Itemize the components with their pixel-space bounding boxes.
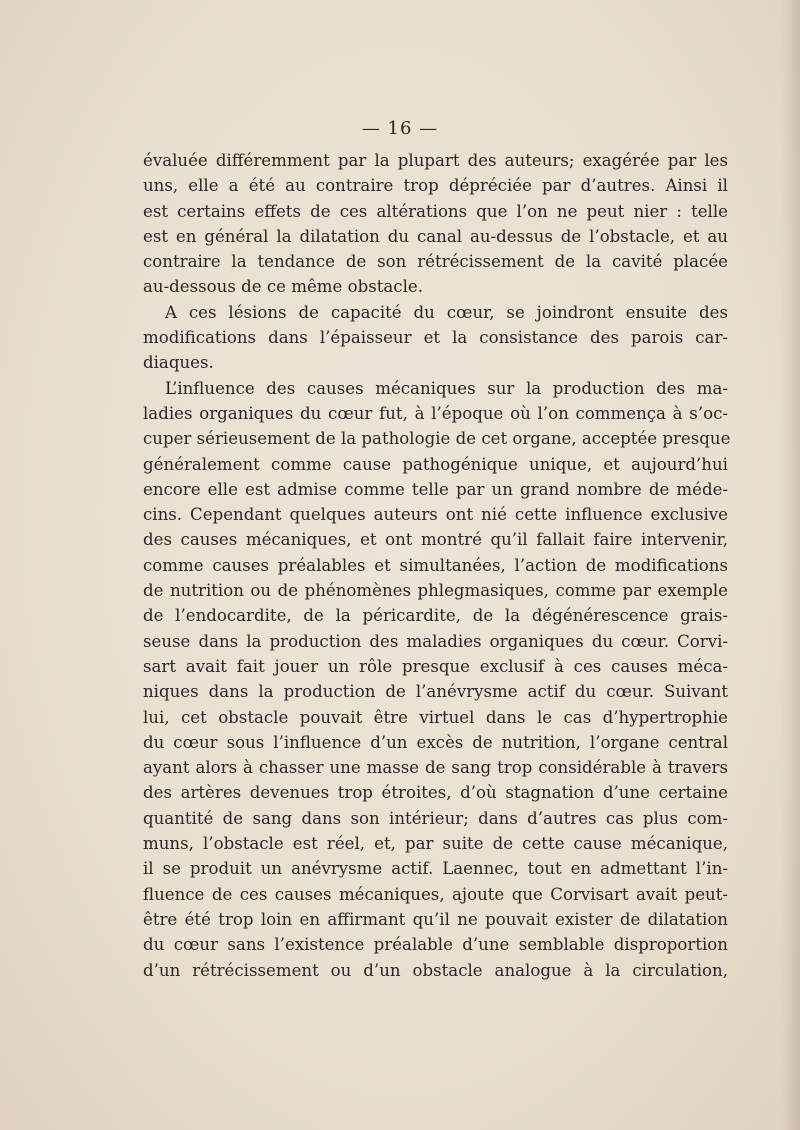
text-line: au-dessous de ce même obstacle. xyxy=(143,277,424,297)
text-line: muns, l’obstacle est réel, et, par suite de cette cause mécanique, xyxy=(143,834,728,854)
text-line: diaques. xyxy=(143,353,214,373)
text-line: est certains effets de ces altérations que l’on ne peut nier : telle xyxy=(143,201,728,221)
text-line: fluence de ces causes mécaniques, ajoute que Corvisart avait peut- xyxy=(143,884,728,904)
text-line: lui, cet obstacle pouvait être virtuel dans le cas d’hypertrophie xyxy=(143,707,728,727)
text-line: d’un rétrécissement ou d’un obstacle analogue à la circulation, xyxy=(143,960,728,980)
text-line: ayant alors à chasser une masse de sang trop considérable à travers xyxy=(143,758,728,778)
page-edge-shadow xyxy=(782,0,800,1130)
text-line: est en général la dilatation du canal au-dessus de l’obstacle, et au xyxy=(143,226,728,246)
text-line: cins. Cependant quelques auteurs ont nié cette influence exclusive xyxy=(143,505,728,525)
text-line: L’influence des causes mécaniques sur la production des ma- xyxy=(165,378,728,398)
text-line: A ces lésions de capacité du cœur, se joindront ensuite des xyxy=(165,302,728,322)
page-number: — 16 — xyxy=(361,118,439,139)
text-line: du cœur sans l’existence préalable d’une semblable disproportion xyxy=(143,935,728,955)
text-line: cuper sérieusement de la pathologie de cet organe, acceptée presque xyxy=(143,429,731,449)
text-line: généralement comme cause pathogénique unique, et aujourd’hui xyxy=(143,454,728,474)
text-line: sart avait fait jouer un rôle presque exclusif à ces causes méca- xyxy=(143,656,728,676)
text-line: de l’endocardite, de la péricardite, de la dégénérescence grais- xyxy=(143,606,728,626)
text-line: encore elle est admise comme telle par un grand nombre de méde- xyxy=(143,479,728,499)
text-line: comme causes préalables et simultanées, l’action de modifications xyxy=(143,555,728,575)
text-line: être été trop loin en affirmant qu’il ne pouvait exister de dilatation xyxy=(143,909,728,929)
text-line: uns, elle a été au contraire trop dépréciée par d’autres. Ainsi il xyxy=(143,176,728,196)
text-line: modifications dans l’épaisseur et la consistance des parois car- xyxy=(143,328,728,348)
text-line: il se produit un anévrysme actif. Laennec, tout en admettant l’in- xyxy=(143,859,728,879)
text-line: niques dans la production de l’anévrysme actif du cœur. Suivant xyxy=(143,682,728,702)
text-line: contraire la tendance de son rétrécissement de la cavité placée xyxy=(143,252,728,272)
text-line: des causes mécaniques, et ont montré qu’il fallait faire intervenir, xyxy=(143,530,728,550)
text-line: évaluée différemment par la plupart des auteurs; exagérée par les xyxy=(143,151,728,170)
body-text xyxy=(143,148,731,983)
text-line: quantité de sang dans son intérieur; dans d’autres cas plus com- xyxy=(143,808,728,828)
text-line: ladies organiques du cœur fut, à l’époque où l’on commença à s’oc- xyxy=(143,403,728,423)
text-line: du cœur sous l’influence d’un excès de nutrition, l’organe central xyxy=(143,732,728,752)
text-line: de nutrition ou de phénomènes phlegmasiques, comme par exemple xyxy=(143,581,728,601)
text-line: des artères devenues trop étroites, d’où stagnation d’une certaine xyxy=(143,783,728,803)
text-line: seuse dans la production des maladies organiques du cœur. Corvi- xyxy=(143,631,728,651)
